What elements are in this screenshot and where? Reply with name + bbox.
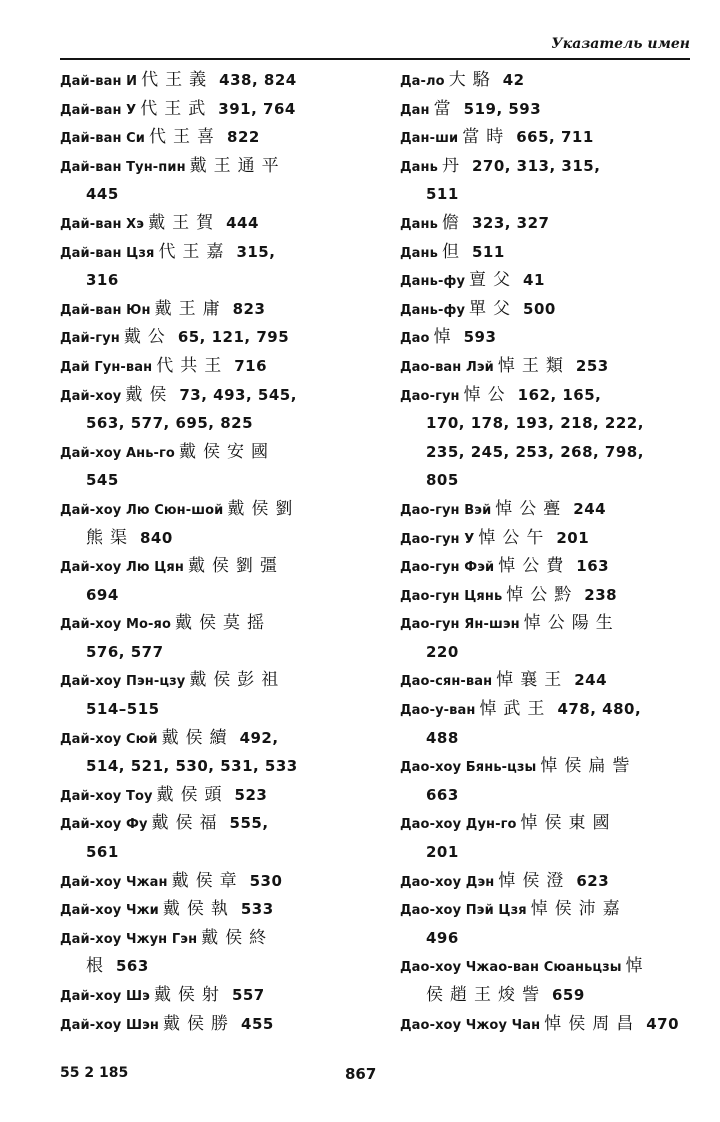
entry-hanzi: 悼公 [463, 384, 512, 405]
index-column-left [60, 66, 380, 1038]
index-entry [400, 867, 700, 896]
index-entry-continuation [400, 180, 700, 209]
entry-hanzi: 戴侯 [125, 384, 174, 405]
index-entry [400, 352, 700, 381]
entry-hanzi: 戴侯劉 [227, 498, 300, 519]
index-entry [400, 66, 700, 95]
entry-name: Дао-ван Лэй [400, 359, 494, 375]
entry-hanzi: 代王武 [140, 98, 213, 119]
index-entry [60, 209, 380, 238]
index-entry [60, 867, 380, 896]
entry-name: Дай-хоу Шэн [60, 1017, 160, 1033]
entry-name: Дай-хоу Лю Цян [60, 560, 184, 576]
header-rule [60, 58, 690, 60]
index-entry-continuation [400, 438, 700, 467]
entry-name: Дао [400, 331, 430, 347]
entry-pages: 201 [426, 843, 459, 862]
entry-pages: 623 [576, 871, 610, 890]
entry-hanzi: 大駱 [448, 70, 497, 90]
entry-hanzi: 代王嘉 [158, 241, 231, 262]
entry-name: Дань [400, 216, 438, 232]
entry-pages: 238 [584, 585, 618, 604]
index-entry [60, 66, 380, 95]
index-entry [60, 238, 380, 267]
entry-hanzi: 戴侯射 [153, 985, 226, 1005]
entry-pages: 496 [426, 928, 459, 947]
index-entry-continuation [60, 266, 380, 295]
entry-pages: 220 [426, 642, 459, 661]
entry-pages: 519, 593 [463, 99, 542, 118]
entry-hanzi: 戴侯彭祖 [189, 670, 286, 691]
entry-pages: 694 [86, 585, 119, 604]
entry-hanzi: 悼侯東國 [520, 813, 617, 834]
entry-pages: 391, 764 [218, 99, 296, 118]
entry-pages: 514, 521, 530, 531, 533 [86, 757, 298, 776]
entry-hanzi: 悼公陽生 [523, 613, 620, 634]
entry-hanzi: 戴侯續 [161, 727, 234, 748]
entry-pages: 659 [552, 986, 585, 1004]
entry-name: Дао-гун [400, 388, 460, 404]
entry-pages: 555, [229, 814, 269, 833]
entry-name: Дай-хоу Ань-го [60, 445, 175, 461]
index-entry-continuation [60, 466, 380, 495]
entry-name: Дай-хоу [60, 388, 122, 404]
entry-pages: 523 [234, 785, 268, 804]
entry-name: Дао-сян-ван [400, 674, 493, 690]
entry-name: Дай-хоу Сюй [60, 731, 158, 747]
index-entry-continuation [400, 981, 700, 1010]
entry-pages: 511 [471, 242, 505, 261]
entry-hanzi: 當時 [462, 127, 511, 148]
entry-pages: 253 [575, 356, 609, 375]
index-entry-continuation [60, 752, 380, 781]
entry-pages: 444 [226, 213, 259, 232]
entry-pages: 533 [240, 900, 274, 919]
index-entry [400, 809, 700, 838]
entry-pages: 822 [227, 128, 260, 147]
entry-hanzi: 代共王 [156, 355, 229, 376]
entry-pages: 665, 711 [516, 128, 594, 147]
entry-name: Дао-гун Фэй [400, 560, 495, 576]
entry-name: Дай-хоу Чжун Гэн [60, 931, 198, 947]
index-entry [400, 524, 700, 553]
index-entry-continuation [400, 724, 700, 753]
entry-hanzi: 悼侯周昌 [544, 1013, 641, 1034]
index-entry-continuation [60, 180, 380, 209]
entry-name: Да-ло [400, 74, 445, 89]
entry-pages: 65, 121, 795 [177, 328, 290, 347]
entry-hanzi: 丹 [441, 155, 466, 176]
index-entry [60, 781, 380, 810]
entry-hanzi: 悼公午 [478, 527, 551, 548]
entry-name: Дань-фу [400, 274, 466, 290]
entry-name: Дай-ван Юн [60, 302, 151, 318]
entry-hanzi: 悼侯扁訾 [540, 756, 637, 777]
entry-pages: 73, 493, 545, [179, 385, 297, 404]
entry-name: Дай-хоу Мо-яо [60, 617, 172, 633]
entry-name: Дао-гун У [400, 531, 475, 547]
entry-hanzi: 戴王賀 [148, 212, 221, 233]
entry-name: Дай-гун [60, 331, 120, 347]
index-entry [400, 609, 700, 638]
index-entry [60, 552, 380, 581]
entry-pages: 41 [523, 271, 545, 290]
entry-pages: 42 [502, 71, 525, 89]
entry-hanzi: 戴侯執 [162, 899, 235, 920]
index-entry-continuation [400, 781, 700, 810]
entry-name: Дай-хоу Фу [60, 817, 148, 833]
entry-name: Дай-хоу Чжан [60, 874, 168, 890]
entry-hanzi: 悼 [433, 327, 458, 348]
entry-hanzi: 當 [433, 98, 458, 119]
entry-pages: 576, 577 [86, 642, 164, 661]
entry-pages: 315, [236, 242, 276, 261]
entry-hanzi: 戴侯勝 [163, 1013, 236, 1034]
index-entry [60, 381, 380, 410]
index-entry [60, 809, 380, 838]
entry-hanzi: 單父 [469, 298, 518, 319]
entry-name: Дань [400, 159, 438, 175]
entry-pages: 563 [116, 957, 149, 976]
index-entry [400, 952, 700, 981]
entry-pages: 478, 480, [557, 700, 642, 719]
entry-hanzi: 亶父 [469, 270, 518, 291]
entry-pages: 511 [426, 185, 459, 204]
entry-hanzi: 悼公亹 [495, 498, 568, 519]
index-entry-continuation [400, 638, 700, 667]
entry-name: Дай-ван Цзя [60, 245, 155, 261]
entry-name: Дай-ван Си [60, 131, 146, 147]
entry-pages: 561 [86, 843, 119, 862]
index-entry [60, 1010, 380, 1039]
index-entry [60, 924, 380, 953]
index-entry [400, 209, 700, 238]
entry-name: Дай Гун-ван [60, 359, 153, 375]
index-entry [400, 752, 700, 781]
entry-hanzi: 戴侯劉彊 [187, 556, 284, 577]
entry-pages: 163 [576, 557, 610, 576]
entry-pages: 563, 577, 695, 825 [86, 414, 254, 433]
entry-pages: 805 [426, 471, 459, 490]
entry-name: Дан [400, 102, 430, 118]
entry-name: Дань [400, 245, 438, 261]
index-entry [60, 438, 380, 467]
entry-pages: 545 [86, 471, 119, 490]
entry-hanzi: 悼襄王 [496, 670, 569, 691]
entry-name: Дай-ван У [60, 102, 137, 118]
entry-hanzi: 但 [441, 241, 466, 262]
index-entry [400, 152, 700, 181]
entry-hanzi: 悼侯沛嘉 [530, 899, 627, 920]
entry-hanzi: 根 [86, 956, 110, 977]
index-entry [400, 238, 700, 267]
entry-hanzi: 戴公 [123, 327, 172, 348]
entry-name: Дай-ван Хэ [60, 216, 145, 232]
index-entry-continuation [60, 581, 380, 610]
index-entry [60, 724, 380, 753]
entry-name: Дай-хоу Пэн-цзу [60, 674, 186, 690]
entry-name: Дао-у-ван [400, 703, 476, 719]
index-entry [60, 609, 380, 638]
entry-name: Дао-хоу Дэн [400, 874, 495, 890]
entry-name: Дао-хоу Пэй Цзя [400, 903, 527, 919]
entry-pages: 270, 313, 315, [471, 156, 601, 175]
entry-name: Дао-хоу Бянь-цзы [400, 760, 537, 776]
entry-name: Дао-хоу Дун-го [400, 817, 517, 833]
index-entry-continuation [60, 638, 380, 667]
entry-hanzi: 熊渠 [86, 527, 134, 548]
entry-hanzi: 戴侯章 [171, 870, 244, 891]
running-header: Указатель имен [551, 36, 690, 52]
entry-hanzi: 悼公黔 [506, 584, 579, 605]
entry-pages: 455 [241, 1014, 274, 1033]
entry-hanzi: 悼王類 [497, 355, 570, 376]
index-entry-continuation [60, 952, 380, 981]
entry-name: Дай-хоу Лю Сюн-шой [60, 502, 224, 518]
entry-pages: 438, 824 [219, 71, 297, 89]
entry-pages: 488 [426, 728, 459, 747]
entry-name: Дао-гун Вэй [400, 502, 492, 518]
index-entry [60, 295, 380, 324]
entry-name: Дао-хоу Чжоу Чан [400, 1017, 541, 1033]
entry-pages: 514–515 [86, 700, 160, 719]
page-number: 867 [345, 1065, 377, 1083]
entry-name: Дао-хоу Чжао-ван Сюаньцзы [400, 960, 622, 976]
entry-hanzi: 戴王通平 [189, 155, 286, 176]
entry-hanzi: 戴侯莫摇 [175, 613, 272, 634]
index-entry [60, 323, 380, 352]
index-entry [400, 495, 700, 524]
index-entry-continuation [400, 924, 700, 953]
index-entry [60, 895, 380, 924]
entry-pages: 323, 327 [471, 213, 550, 232]
index-entry-continuation [400, 838, 700, 867]
entry-hanzi: 代王喜 [149, 127, 222, 148]
entry-name: Дай-хоу Чжи [60, 903, 159, 919]
index-entry-continuation [60, 524, 380, 553]
entry-pages: 716 [234, 356, 268, 375]
entry-name: Дан-ши [400, 131, 459, 147]
entry-pages: 492, [239, 728, 279, 747]
entry-pages: 530 [249, 871, 283, 890]
entry-pages: 663 [426, 785, 459, 804]
entry-pages: 593 [463, 328, 497, 347]
index-entry [400, 666, 700, 695]
index-entry [60, 95, 380, 124]
index-entry-continuation [60, 838, 380, 867]
printer-signature: 55 2 185 [60, 1065, 129, 1081]
index-entry [60, 495, 380, 524]
entry-pages: 244 [574, 671, 608, 690]
entry-name: Дай-хоу Тоу [60, 788, 153, 804]
entry-hanzi: 悼侯澄 [498, 870, 571, 891]
index-entry [400, 323, 700, 352]
entry-name: Дай-хоу Шэ [60, 989, 150, 1004]
entry-hanzi: 戴侯安國 [178, 441, 275, 462]
index-entry [400, 552, 700, 581]
entry-pages: 557 [231, 986, 265, 1004]
entry-name: Дай-ван Тун-пин [60, 159, 186, 175]
entry-name: Дао-гун Ян-шэн [400, 617, 520, 633]
index-entry [400, 895, 700, 924]
index-entry-continuation [400, 466, 700, 495]
index-entry [400, 123, 700, 152]
index-entry [60, 666, 380, 695]
entry-pages: 470 [646, 1014, 680, 1033]
index-entry [400, 1010, 700, 1039]
entry-name: Дао-гун Цянь [400, 588, 503, 604]
entry-pages: 316 [86, 271, 119, 290]
index-column-right [400, 66, 700, 1038]
entry-pages: 445 [86, 185, 119, 204]
entry-hanzi: 戴侯福 [151, 813, 224, 834]
index-entry-continuation [60, 695, 380, 724]
entry-name: Дай-ван И [60, 74, 138, 89]
entry-pages: 170, 178, 193, 218, 222, [426, 414, 644, 433]
entry-hanzi: 代王義 [141, 70, 214, 90]
entry-hanzi: 戴侯終 [201, 927, 274, 948]
entry-hanzi: 戴侯頭 [156, 784, 229, 805]
index-entry [60, 352, 380, 381]
index-entry-continuation [400, 409, 700, 438]
entry-pages: 840 [140, 528, 173, 547]
entry-hanzi: 悼武王 [479, 699, 552, 720]
entry-pages: 244 [573, 499, 607, 518]
index-entry [60, 123, 380, 152]
entry-pages: 823 [232, 299, 266, 318]
entry-pages: 235, 245, 253, 268, 798, [426, 442, 644, 461]
entry-hanzi: 悼 [625, 956, 650, 977]
entry-pages: 201 [556, 528, 590, 547]
entry-hanzi: 儋 [441, 212, 466, 233]
entry-pages: 162, 165, [517, 385, 602, 404]
entry-hanzi: 悼公費 [498, 556, 571, 577]
entry-hanzi: 侯趙王焌訾 [426, 985, 546, 1005]
index-entry-continuation [60, 409, 380, 438]
index-entry [400, 381, 700, 410]
entry-pages: 500 [523, 299, 556, 318]
index-entry [60, 152, 380, 181]
entry-hanzi: 戴王庸 [154, 298, 227, 319]
index-entry [400, 266, 700, 295]
index-entry [400, 695, 700, 724]
index-entry [400, 581, 700, 610]
index-entry [400, 295, 700, 324]
index-entry [60, 981, 380, 1010]
index-entry [400, 95, 700, 124]
entry-name: Дань-фу [400, 302, 466, 318]
